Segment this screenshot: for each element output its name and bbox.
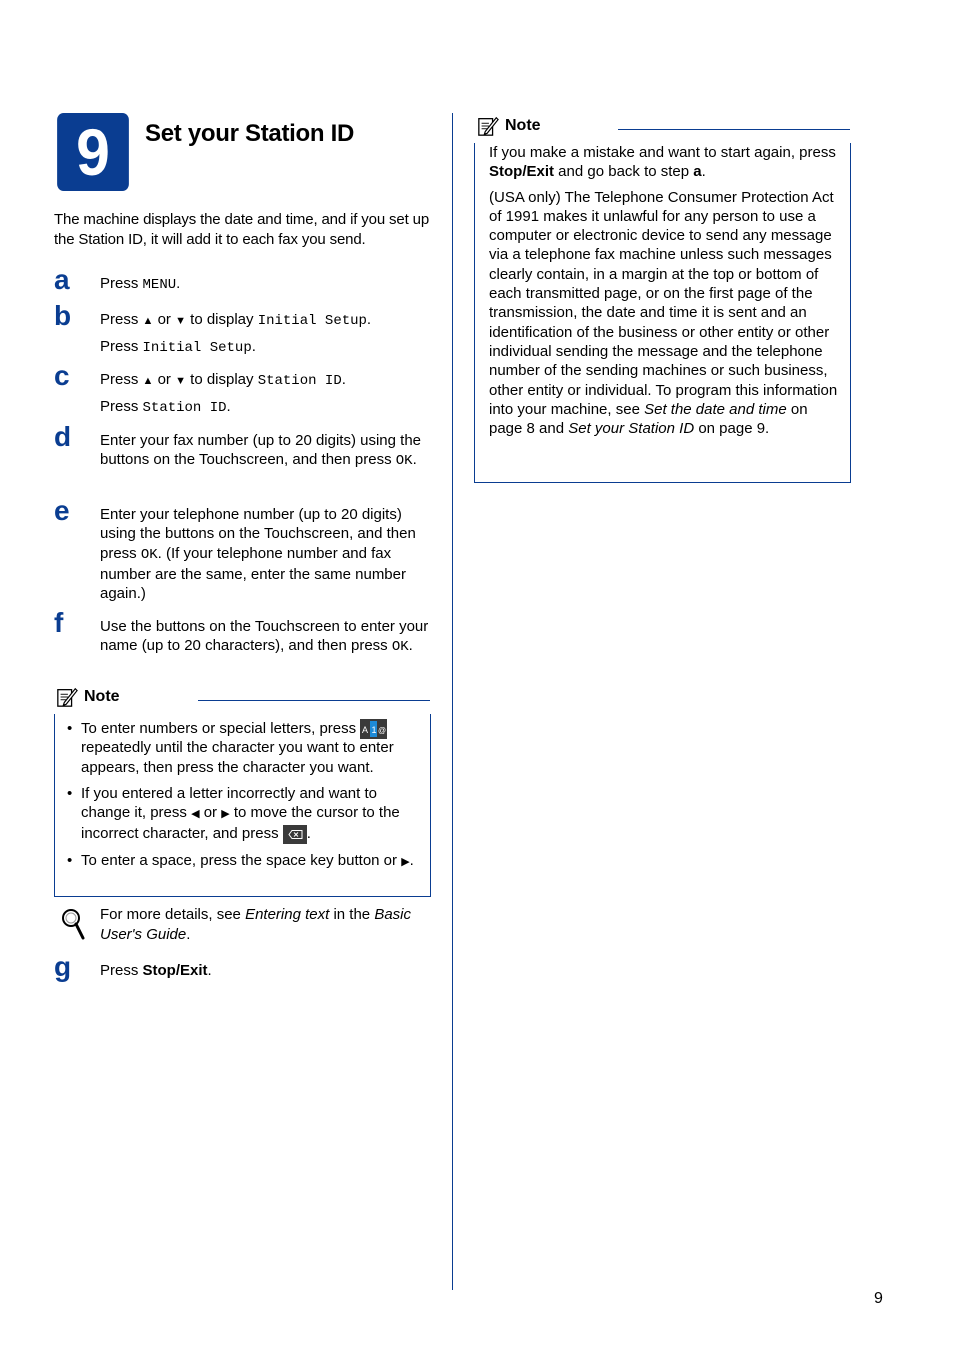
menu-code: Station ID [142,400,227,417]
note-bullet [67,851,417,872]
right-arrow-icon: ▶ [401,855,410,868]
column-divider [452,113,453,1290]
step-text: Press [100,398,143,416]
note-paragraph [489,143,839,182]
svg-text:1: 1 [371,725,377,736]
step-text: Enter your fax number (up to 20 digits) using the buttons on the Touchscreen, and then press [100,432,422,469]
up-arrow-icon: ▲ [142,315,154,327]
note-heading-label: Note [505,117,541,134]
note-text: . [701,163,706,181]
note-text: or [199,804,222,822]
note-box [474,143,851,483]
note-text: To enter numbers or special letters, press [81,720,361,737]
step-letter: g [54,951,72,982]
step-text: Use the buttons on the Touchscreen to enter your name (up to 20 characters), and then press [100,618,429,655]
magnifier-icon [60,907,86,941]
note-box [54,714,431,897]
note-pencil-icon [56,686,78,708]
step-text: . [226,398,231,416]
step-text: to display [185,371,258,388]
step-text: . [408,637,413,655]
reference-guide-name: Basic User's Guide [100,906,411,943]
step-text: Enter your telephone number (up to 20 digits) using the buttons on the Touchscreen, and then press [100,506,416,562]
menu-code: Initial Setup [257,313,367,329]
step-letter: c [54,360,70,391]
step-text: Press [100,311,143,328]
step-body [100,617,432,664]
step-letter: e [54,495,70,526]
step-text: . [412,451,417,469]
note-top-rule [198,700,430,701]
note-text: (USA only) The Telephone Consumer Protection Act of 1991 makes it unlawful for any person to use a computer or electronic device to send any message via a telephone fax machine unless such messages clearly contain, in a margin at the top or bottom of each transmitted page, or on the first page of the transmission, the date and time it is sent and an identification of the business or other entity or other individual sending the message and the telephone number of the sending machines or such business, other entity or individual. To program this information into your machine, see [489,188,838,418]
svg-text:@: @ [378,726,387,736]
step-text: . [341,371,346,388]
step-text: . [176,275,181,292]
note-content [67,719,417,879]
note-heading-label: Note [84,688,120,705]
note-text: and go back to step [554,163,694,181]
step-text: or [153,311,176,328]
stop-exit-label: Stop/Exit [489,163,555,181]
down-arrow-icon: ▼ [175,375,186,387]
step-letter: a [54,264,70,295]
step-body [100,274,432,301]
step-body [100,961,432,986]
step-text: Press [100,338,143,356]
menu-code: Initial Setup [142,340,252,357]
step-text: . [366,311,372,328]
step-number-badge: 9 [57,113,129,191]
backspace-key-icon [283,825,307,844]
stop-exit-label: Stop/Exit [142,962,208,979]
step-letter: d [54,421,72,452]
step-text: . (If your telephone number and fax number are the same, enter the same number again.) [100,544,406,603]
note-bullet [67,719,417,777]
step-text: to display [185,311,258,328]
note-paragraph [489,188,839,439]
reference-text [100,905,430,944]
page-number: 9 [874,1290,883,1307]
reference-link-entering-text: Entering text [245,906,330,923]
left-arrow-icon: ◀ [191,808,200,821]
note-pencil-icon [477,115,499,137]
menu-code: OK [140,546,158,563]
page-title: Set your Station ID [145,120,354,147]
note-heading [56,686,120,708]
note-heading [477,115,541,137]
note-text: If you make a mistake and want to start again, press [489,144,836,161]
note-text: on page 9. [694,420,770,438]
note-content [489,143,839,438]
menu-code: Station ID [257,373,342,389]
note-text: repeatedly until the character you want to enter appears, then press the character you want. [81,739,394,776]
step-body [100,310,432,365]
note-text: to move the cursor to the incorrect character, and press [81,804,400,843]
note-text: If you entered a letter incorrectly and want to change it, press [81,784,377,822]
note-text: . [409,851,414,869]
note-text: To enter a space, press the space key button or [81,851,402,869]
right-arrow-icon: ▶ [221,808,230,821]
step-text: Press [100,371,143,388]
intro-text: The machine displays the date and time, and if you set up the Station ID, it will add it to each fax you send. [54,211,430,248]
step-body [100,431,432,478]
step-text: . [207,962,212,979]
step-letter: b [54,300,72,331]
step-text: or [153,371,176,388]
note-top-rule [618,129,850,130]
menu-code: MENU [142,277,177,293]
step-text: . [251,338,256,356]
note-text: . [306,825,311,843]
reference-set-date-time: Set the date and time [644,400,787,418]
down-arrow-icon: ▼ [175,315,186,327]
step-reference: a [693,163,702,181]
step-text: Press [100,275,143,292]
reference-part: in the [329,906,375,923]
reference-part: . [186,925,191,943]
menu-code: OK [391,639,409,656]
up-arrow-icon: ▲ [142,375,154,387]
step-body [100,370,432,425]
a1-at-key-icon [360,719,387,739]
menu-code: OK [395,453,413,470]
svg-text:A: A [362,725,369,736]
note-text: on page 8 and [489,400,808,438]
step-letter: f [54,607,64,638]
reference-set-station-id: Set your Station ID [568,420,695,438]
step-body [100,505,432,609]
reference-part: For more details, see [100,906,246,923]
step-text: Press [100,962,143,979]
note-bullet [67,784,417,844]
